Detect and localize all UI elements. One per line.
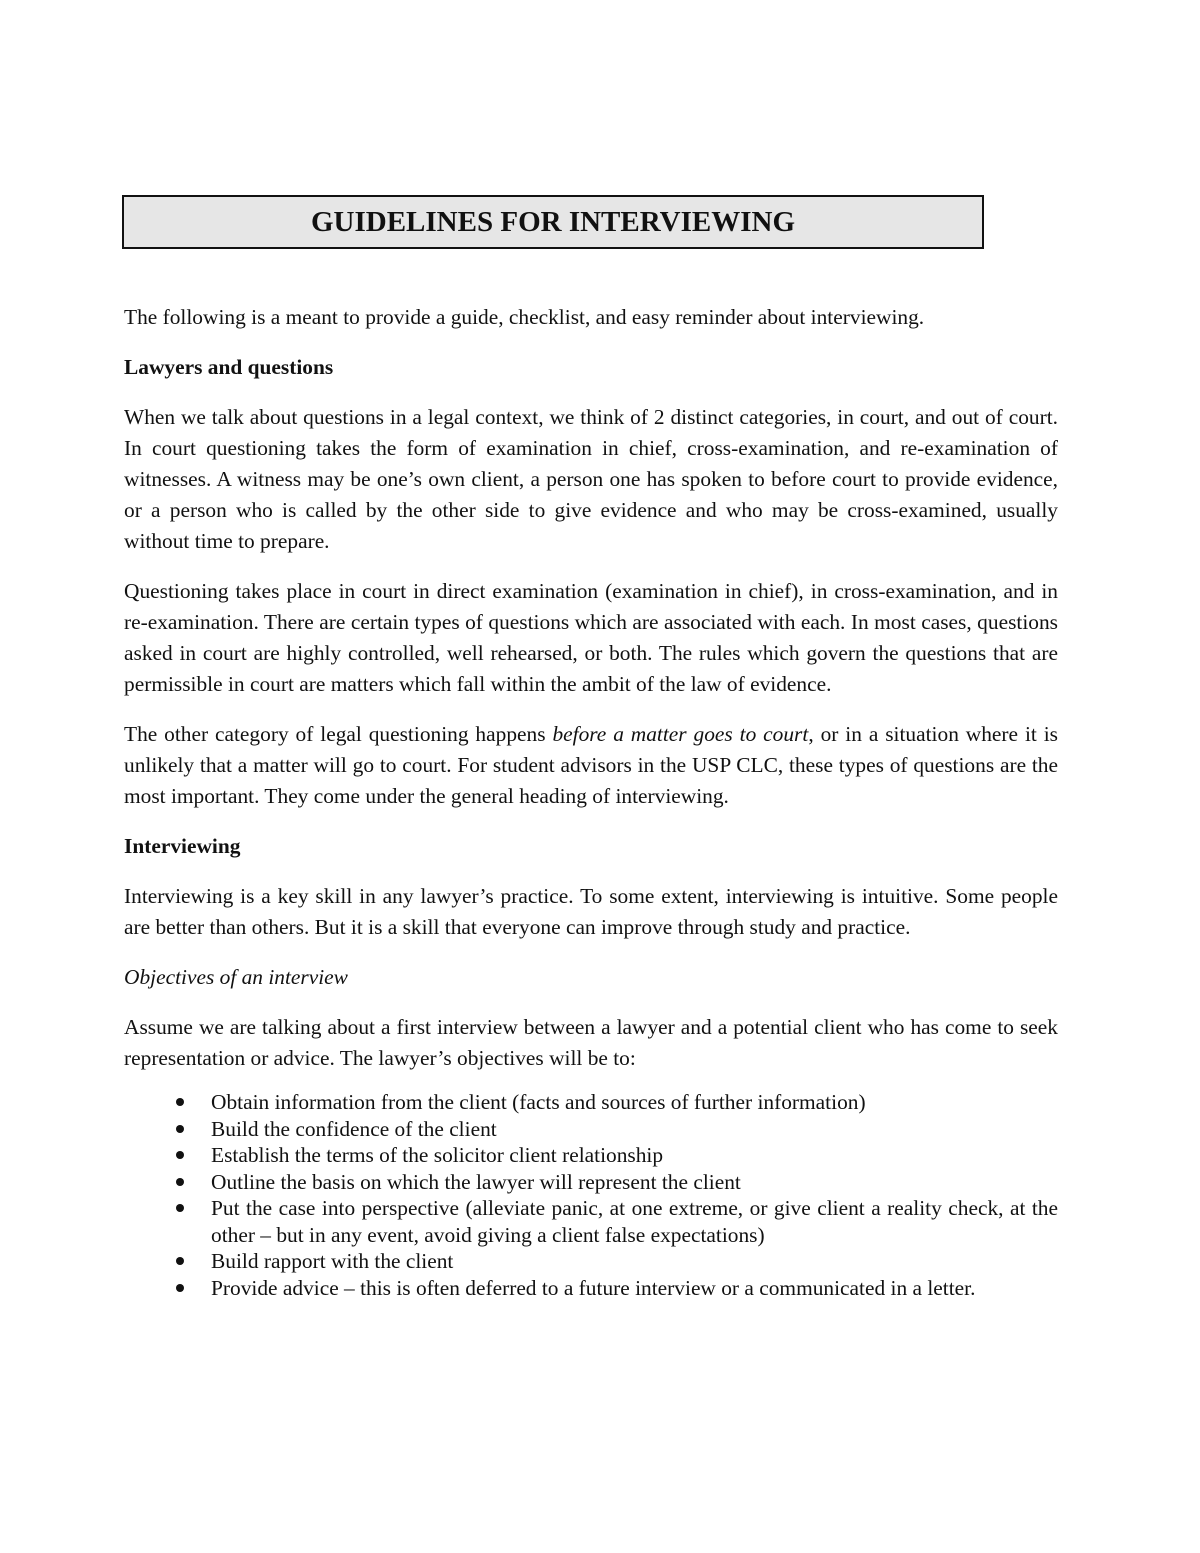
heading-interviewing: Interviewing [124, 834, 241, 858]
objective-text: Build the confidence of the client [211, 1116, 497, 1141]
paragraph-other-category-end: , or in a situation where it is unlikely that a matter will go to court. For student advisors in the USP CLC, these types of questions are the most important. They come under the general heading of interviewing. [124, 722, 1058, 808]
bullet-icon [176, 1098, 184, 1106]
paragraph-other-category [124, 719, 1058, 812]
bullet-icon [176, 1178, 184, 1186]
title-box [122, 195, 984, 249]
paragraph-legal-questions: When we talk about questions in a legal context, we think of 2 distinct categories, in court, and out of court. In court questioning takes the form of examination in chief, cross-examination, and re-examination of witnesses. A witness may be one’s own client, a person one has spoken to before court to provide evidence, or a person who is called by the other side to give evidence and who may be cross-examined, usually without time to prepare. [124, 405, 1058, 553]
objective-text: Obtain information from the client (facts and sources of further information) [211, 1090, 866, 1114]
objective-text: Put the case into perspective (alleviate panic, at one extreme, or give client a reality check, at the other – but in any event, avoid giving a client false expectations) [211, 1196, 1058, 1247]
bullet-icon [176, 1151, 184, 1159]
objective-item [124, 1142, 1058, 1169]
bullet-icon [176, 1125, 184, 1133]
paragraph-court-questioning: Questioning takes place in court in direct examination (examination in chief), in cross-examination, and in re-examination. There are certain types of questions which are associated with each. In most cases, questions asked in court are highly controlled, well rehearsed, or both. The rules which govern the questions that are permissible in court are matters which fall within the ambit of the law of evidence. [124, 579, 1058, 696]
paragraph-interviewing-skill: Interviewing is a key skill in any lawyer’s practice. To some extent, interviewing is intuitive. Some people are better than others. But it is a skill that everyone can improve through study and practice. [124, 884, 1058, 939]
document-body [124, 302, 1058, 1301]
objective-item [124, 1169, 1058, 1196]
objective-item [124, 1275, 1058, 1302]
bullet-icon [176, 1257, 184, 1265]
objectives-list [124, 1089, 1058, 1301]
objective-item [124, 1248, 1058, 1275]
emphasis-before-court: before a matter goes to court [552, 722, 809, 746]
objective-text: Outline the basis on which the lawyer will represent the client [211, 1169, 741, 1194]
objective-item [124, 1089, 1058, 1116]
objective-text: Build rapport with the client [211, 1249, 454, 1273]
subheading-objectives: Objectives of an interview [124, 965, 348, 989]
heading-lawyers-and-questions: Lawyers and questions [124, 355, 334, 379]
objective-text: Provide advice – this is often deferred to a future interview or a communicated in a letter. [211, 1275, 976, 1300]
objective-item [124, 1116, 1058, 1143]
document-title: GUIDELINES FOR INTERVIEWING [310, 205, 796, 238]
intro-paragraph: The following is a meant to provide a guide, checklist, and easy reminder about interviewing. [124, 305, 925, 329]
paragraph-first-interview: Assume we are talking about a first interview between a lawyer and a potential client who has come to seek representation or advice. The lawyer’s objectives will be to: [124, 1015, 1058, 1070]
bullet-icon [176, 1284, 184, 1292]
paragraph-other-category-start: The other category of legal questioning happens [124, 722, 553, 746]
objective-text: Establish the terms of the solicitor client relationship [211, 1143, 664, 1167]
objective-item [124, 1195, 1058, 1248]
bullet-icon [176, 1204, 184, 1212]
